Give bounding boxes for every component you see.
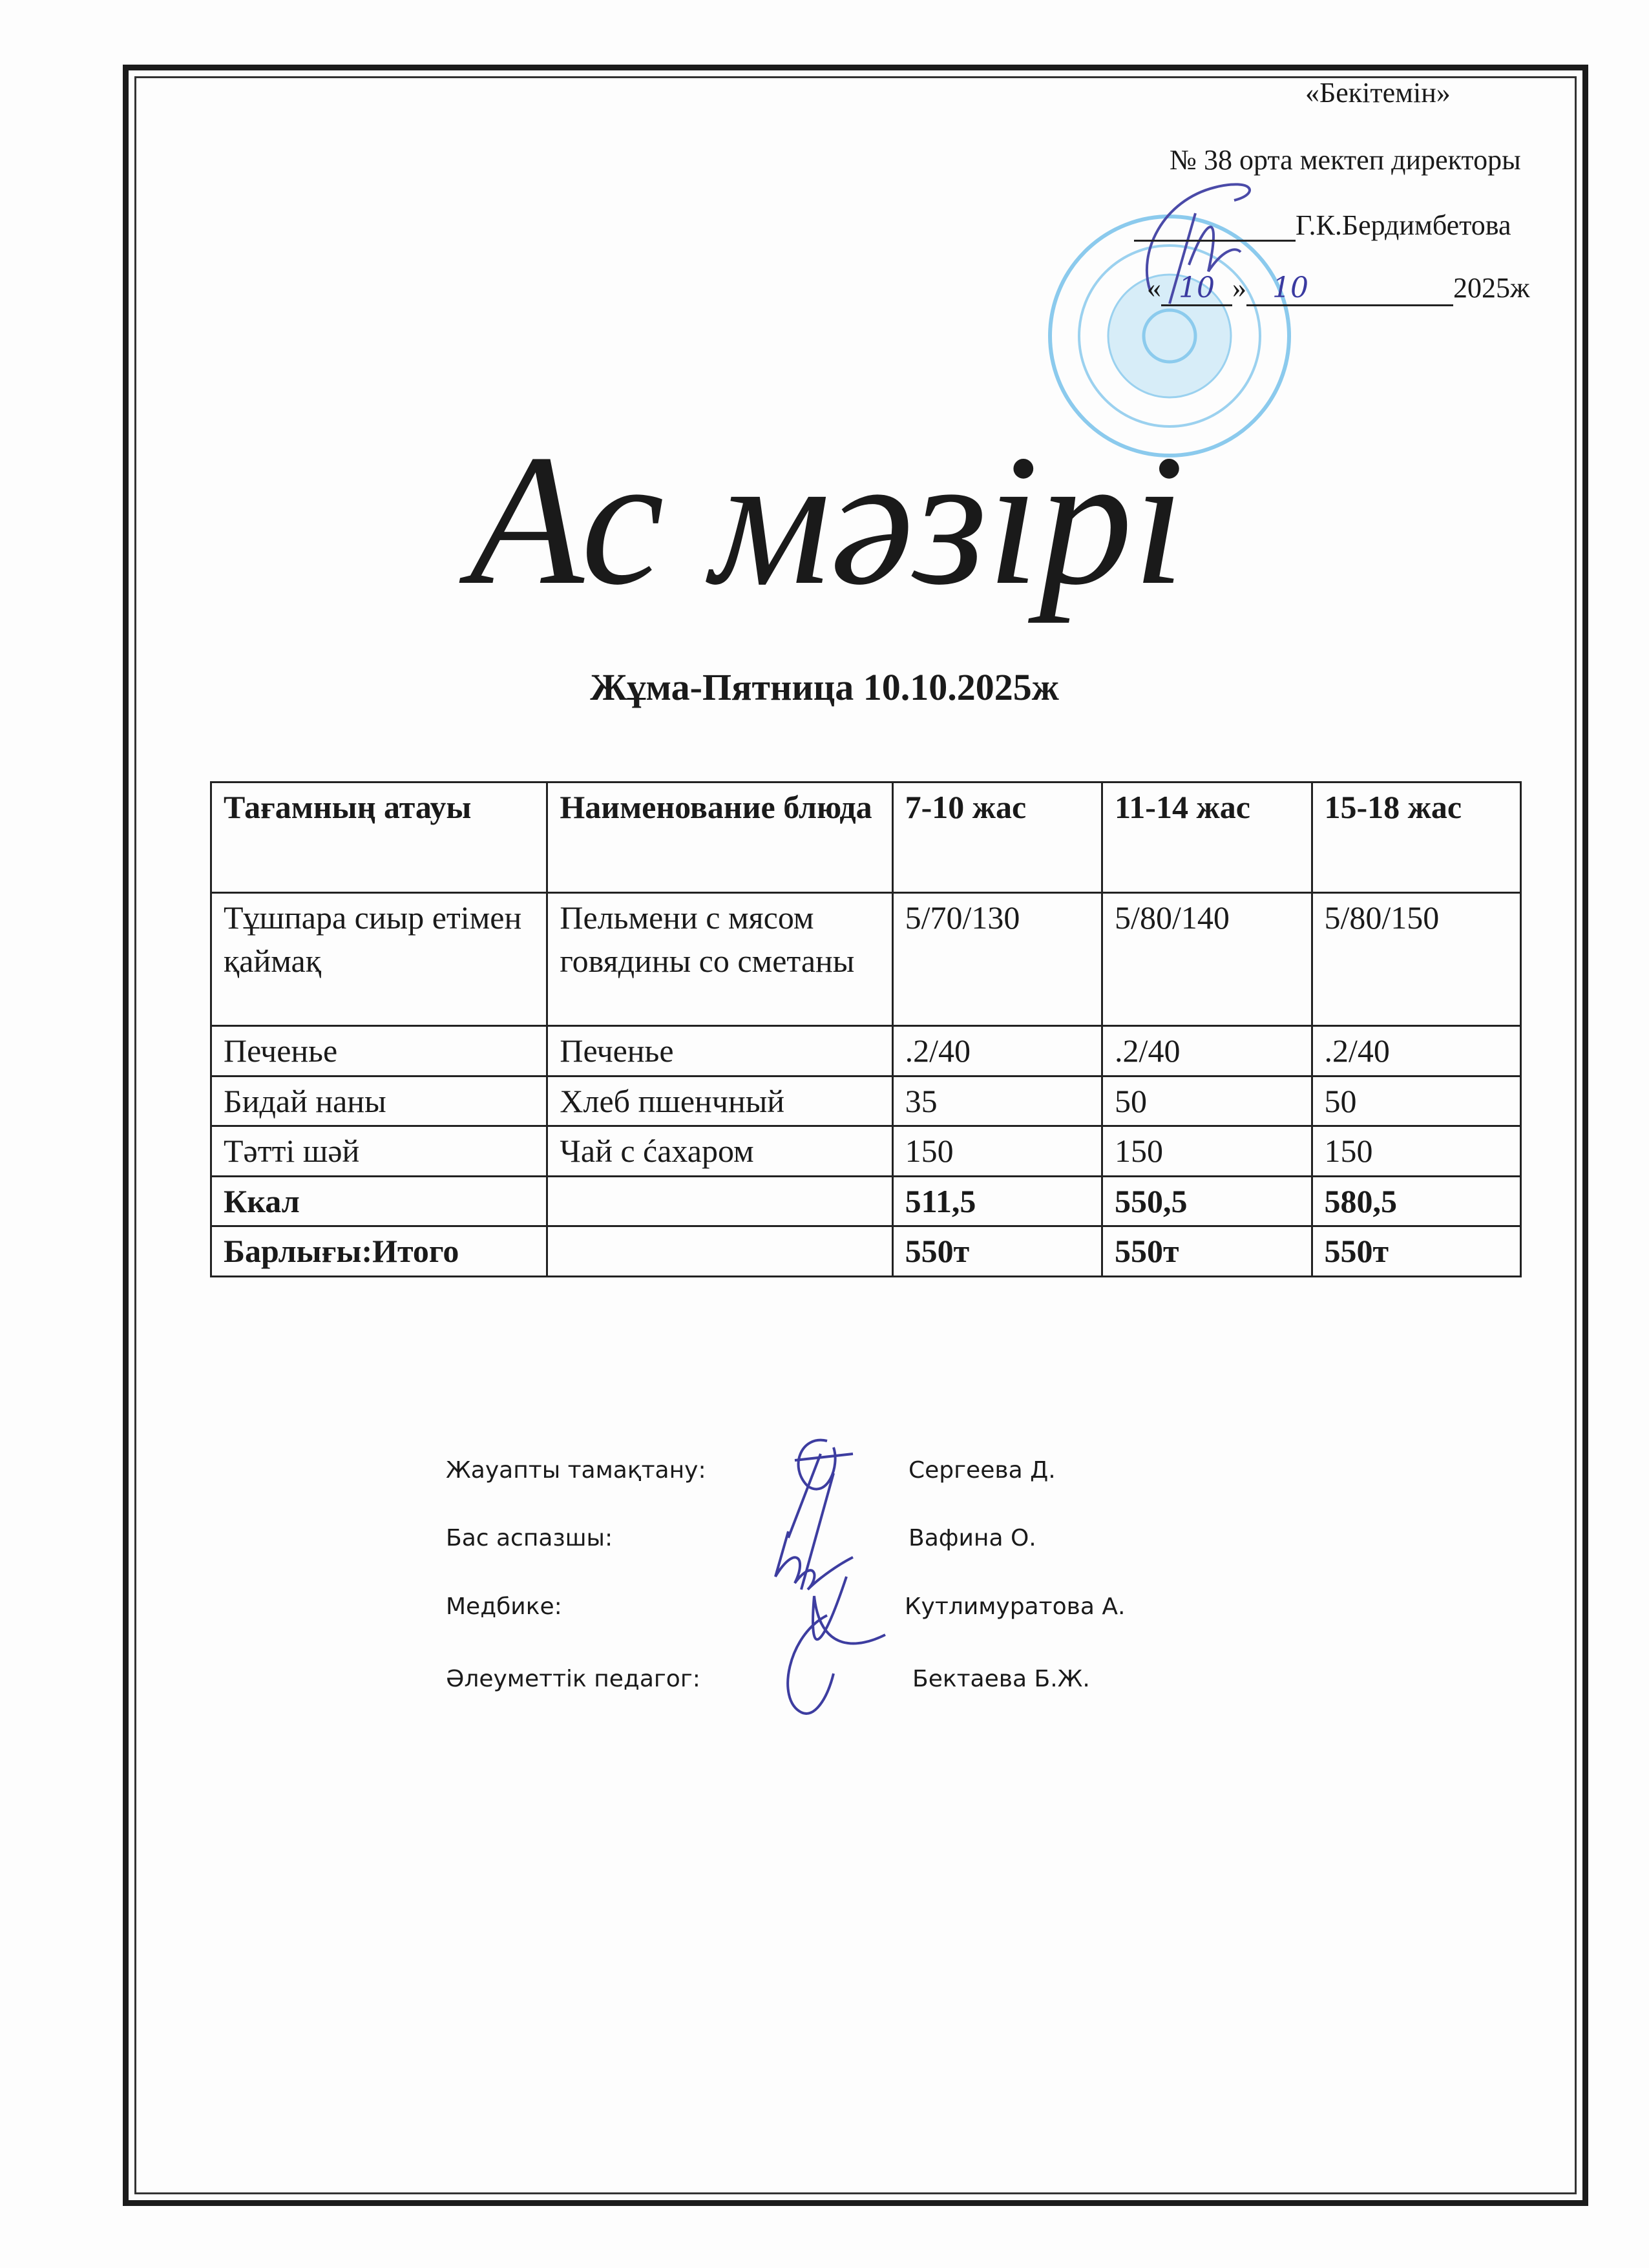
table-row — [211, 1026, 1521, 1076]
date-quote-close: » — [1232, 272, 1246, 304]
table-row — [211, 1126, 1521, 1177]
cell: 550т — [1312, 1226, 1521, 1277]
table-row — [211, 1076, 1521, 1126]
signatory-role: Медбике: — [446, 1593, 562, 1620]
signature-line — [1134, 211, 1296, 242]
header-dish-kz: Тағамның атауы — [211, 782, 547, 893]
date-year: 2025ж — [1453, 272, 1530, 304]
signatory-name: Кутлимуратова А. — [905, 1593, 1126, 1620]
cell: Хлеб пшенчный — [547, 1076, 892, 1126]
cell — [547, 1226, 892, 1277]
cell: 35 — [892, 1076, 1102, 1126]
signatory-name: Бектаева Б.Ж. — [912, 1666, 1090, 1692]
director-name: Г.К.Бердимбетова — [1296, 209, 1511, 241]
cell: .2/40 — [892, 1026, 1102, 1076]
signatory-name: Сергеева Д. — [909, 1457, 1056, 1484]
cell: Чай с ćахаром — [547, 1126, 892, 1177]
cell: 550,5 — [1102, 1176, 1312, 1226]
cell: Тұшпара сиыр етімен қаймақ — [211, 893, 547, 1026]
cell: .2/40 — [1312, 1026, 1521, 1076]
cell: Печенье — [547, 1026, 892, 1076]
signatory-role: Әлеуметтік педагог: — [446, 1666, 700, 1692]
cell: 150 — [892, 1126, 1102, 1177]
date-month: 10 — [1246, 271, 1453, 306]
cell: 5/70/130 — [892, 893, 1102, 1026]
cell: 50 — [1102, 1076, 1312, 1126]
approval-date — [1147, 271, 1529, 306]
cell — [547, 1176, 892, 1226]
cell: Бидай наны — [211, 1076, 547, 1126]
cell: 150 — [1312, 1126, 1521, 1177]
cell: Пельмени с мясом говядины со сметаны — [547, 893, 892, 1026]
cell: 50 — [1312, 1076, 1521, 1126]
page-title: Ас мәзірі — [469, 416, 1185, 624]
table-row — [211, 893, 1521, 1026]
signatory-name: Вафина О. — [909, 1525, 1036, 1551]
cell: 5/80/150 — [1312, 893, 1521, 1026]
cell: 550т — [892, 1226, 1102, 1277]
header-dish-ru: Наименование блюда — [547, 782, 892, 893]
header-age-15-18: 15-18 жас — [1312, 782, 1521, 893]
cell: Барлығы:Итого — [211, 1226, 547, 1277]
staff-signatures — [750, 1428, 918, 1732]
cell: 150 — [1102, 1126, 1312, 1177]
cell: Печенье — [211, 1026, 547, 1076]
cell: Ккал — [211, 1176, 547, 1226]
signatory-role: Бас аспазшы: — [446, 1525, 613, 1551]
date-day: 10 — [1161, 271, 1232, 306]
header-age-11-14: 11-14 жас — [1102, 782, 1312, 893]
cell: 550т — [1102, 1226, 1312, 1277]
cell: .2/40 — [1102, 1026, 1312, 1076]
cell: Тәтті шәй — [211, 1126, 547, 1177]
cell: 511,5 — [892, 1176, 1102, 1226]
date-quote-open: « — [1147, 272, 1161, 304]
approval-position: № 38 орта мектеп директоры — [1170, 144, 1521, 176]
menu-date-subtitle: Жұма-Пятница 10.10.2025ж — [590, 666, 1059, 708]
header-age-7-10: 7-10 жас — [892, 782, 1102, 893]
cell: 5/80/140 — [1102, 893, 1312, 1026]
menu-table — [210, 781, 1522, 1277]
signatory-role: Жауапты тамақтану: — [446, 1457, 706, 1484]
table-row-total — [211, 1226, 1521, 1277]
approval-signature-line — [1134, 209, 1511, 242]
table-row-kcal — [211, 1176, 1521, 1226]
approval-heading: «Бекітемін» — [1305, 77, 1451, 109]
cell: 580,5 — [1312, 1176, 1521, 1226]
table-header-row — [211, 782, 1521, 893]
